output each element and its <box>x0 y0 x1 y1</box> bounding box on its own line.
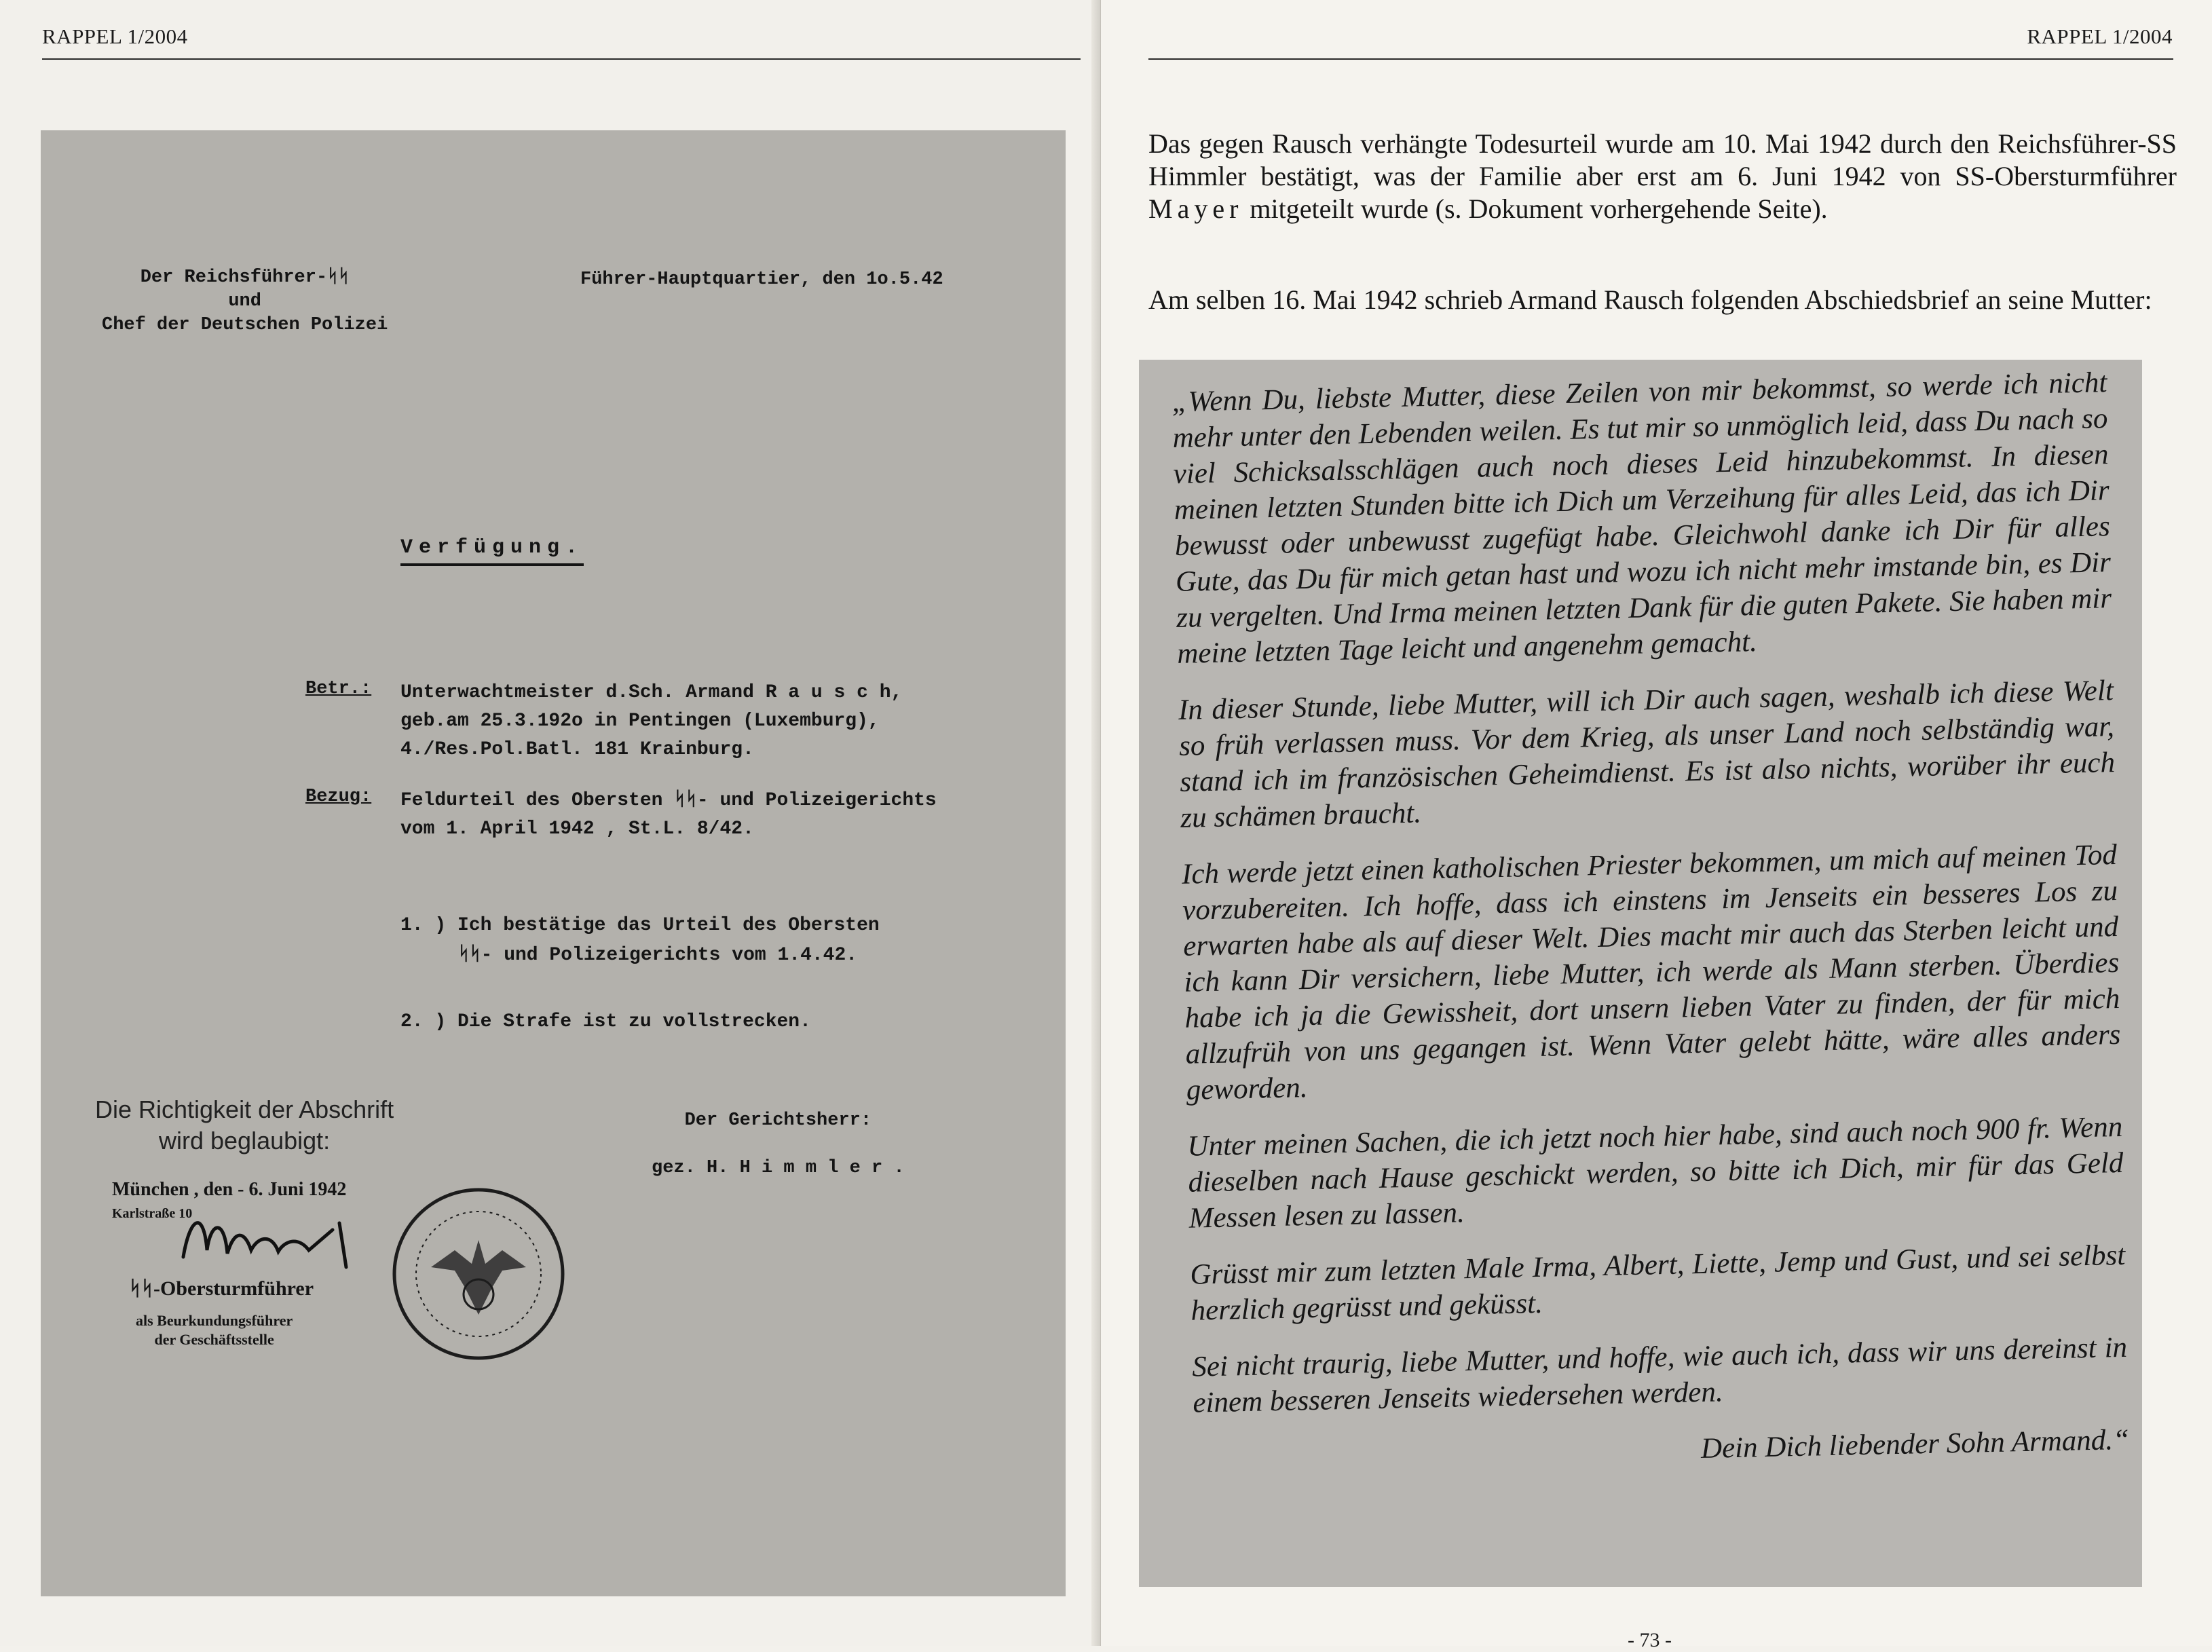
cert-line: wird beglaubigt: <box>159 1127 331 1154</box>
document-issuer <box>102 266 388 337</box>
betr-line: geb.am 25.3.192o in Pentingen (Luxemburg), <box>400 711 880 732</box>
running-head-left: RAPPEL 1/2004 <box>42 24 188 48</box>
betr-line: Unterwachtmeister d.Sch. Armand R a u s c h, <box>400 682 903 703</box>
letter-paragraph: Unter meinen Sachen, die ich jetzt noch hier habe, sind auch noch 900 fr. Wenn dieselben nach Hause geschickt werden, so bitte ich Dich, mir für das Geld Messen lesen zu lassen. <box>1187 1110 2124 1235</box>
gerichtsherr-label: Der Gerichtsherr: <box>684 1110 872 1131</box>
letter-paragraph: Sei nicht traurig, liebe Mutter, und hoffe, wie auch ich, dass wir uns dereinst in einem besseren Jenseits wiedersehen werden. <box>1191 1331 2128 1419</box>
betr-label: Betr.: <box>305 679 372 699</box>
letter-paragraph: Ich werde jetzt einen katholischen Priester bekommen, um mich auf meinen Tod vorzubereiten. Ich hoffe, dass ich einstens im Jenseits ein besseres Los zu erwarten habe als auf dieser Welt. Dies macht mir auch das Sterben leicht und ich kann Dir versichern, liebe Mutter, ich werde als Mann sterben. Überdies habe ich ja die Gewissheit, dort unsern lieben Vater zu finden, der für mich allzufrüh von uns gegangen ist. Wenn Vater gelebt hätte, wäre alles anders geworden. <box>1181 838 2121 1106</box>
bezug-line: Feldurteil des Obersten ᛋᛋ- und Polizeigerichts <box>400 790 937 811</box>
letter-introduction: Am selben 16. Mai 1942 schrieb Armand Rausch folgenden Abschiedsbrief an seine Mutter: <box>1148 284 2152 315</box>
handwritten-signature <box>176 1203 380 1277</box>
intro-text-part: Das gegen Rausch verhängte Todesurteil wurde am 10. Mai 1942 durch den Reichsführer-SS Himmler bestätigt, was der Familie aber erst am 6. Juni 1942 von SS-Obersturmführer <box>1148 128 2177 191</box>
intro-text-part: mitgeteilt wurde (s. Dokument vorhergehende Seite). <box>1243 193 1828 224</box>
gerichtsherr-block <box>652 1097 905 1192</box>
cert-office <box>136 1311 293 1349</box>
order-item-1 <box>400 911 880 971</box>
office-line: der Geschäftsstelle <box>154 1331 274 1348</box>
item-line: 1. ) Ich bestätige das Urteil des Obersten <box>400 915 880 936</box>
order-item-2: 2. ) Die Strafe ist zu vollstrecken. <box>400 1011 811 1032</box>
header-rule-left <box>42 58 1081 60</box>
issuer-line: und <box>228 291 261 312</box>
cert-place-date: München , den - 6. Juni 1942 <box>112 1179 347 1200</box>
office-line: als Beurkundungsführer <box>136 1312 293 1329</box>
intro-paragraph <box>1148 128 2177 225</box>
letter-paragraph: Grüsst mir zum letzten Male Irma, Albert, Liette, Jemp und Gust, und sei selbst herzlich gegrüsst und geküsst. <box>1189 1239 2126 1327</box>
official-seal-stamp <box>390 1186 567 1362</box>
left-page <box>0 0 1101 1646</box>
betr-line: 4./Res.Pol.Batl. 181 Krainburg. <box>400 739 754 760</box>
farewell-letter <box>1171 364 2130 1497</box>
bezug-text <box>400 787 937 844</box>
header-rule-right <box>1148 58 2173 60</box>
gerichtsherr-signature: gez. H. H i m m l e r . <box>652 1158 905 1178</box>
letter-paragraph: „Wenn Du, liebste Mutter, diese Zeilen von mir bekommst, so werde ich nicht mehr unter den Lebenden weilen. Es tut mir so unmöglich leid, dass Du nach so viel Schicksalsschlägen auch noch dieses Leid hinzubekommst. In diesen meinen letzten Stunden bitte ich Dich um Verzeihung für alles Leid, das ich Dir bewusst oder unbewusst zugefügt habe. Gleichwohl danke ich Dir für alles Gute, das Du für mich getan hast und wozu ich nicht mehr imstande bin, es Dir zu vergelten. Und Irma meinen letzten Dank für die guten Pakete. Sie haben mir meine letzten Tage leicht und angenehm gemacht. <box>1171 367 2112 670</box>
farewell-letter-box <box>1139 360 2142 1587</box>
document-place-date: Führer-Hauptquartier, den 1o.5.42 <box>580 269 943 290</box>
page-number: - 73 - <box>1628 1629 1672 1651</box>
letter-closing: Dein Dich liebender Sohn Armand.“ <box>1700 1423 2130 1465</box>
mayer-name: Mayer <box>1148 193 1243 224</box>
order-document-facsimile <box>41 130 1066 1596</box>
bezug-line: vom 1. April 1942 , St.L. 8/42. <box>400 819 754 840</box>
issuer-line: Der Reichsführer-ᛋᛋ <box>140 267 350 288</box>
letter-paragraph: In dieser Stunde, liebe Mutter, will ich Dir auch sagen, weshalb ich diese Welt so früh verlassen muss. Vor dem Krieg, als unser Land noch selbständig war, stand ich im französischen Geheimdienst. Es ist also nichts, worüber ihr euch zu schämen braucht. <box>1178 675 2116 834</box>
item-line: ᛋᛋ- und Polizeigerichts vom 1.4.42. <box>458 945 858 966</box>
document-heading: Verfügung. <box>400 536 584 566</box>
issuer-line: Chef der Deutschen Polizei <box>102 315 388 335</box>
certification-text <box>95 1094 394 1157</box>
running-head-right: RAPPEL 1/2004 <box>2027 24 2173 48</box>
betr-text <box>400 679 902 764</box>
cert-line: Die Richtigkeit der Abschrift <box>95 1095 394 1123</box>
bezug-label: Bezug: <box>305 787 372 807</box>
cert-rank: ᛋᛋ-Obersturmführer <box>129 1277 314 1300</box>
cert-street: Karlstraße 10 <box>112 1206 193 1221</box>
